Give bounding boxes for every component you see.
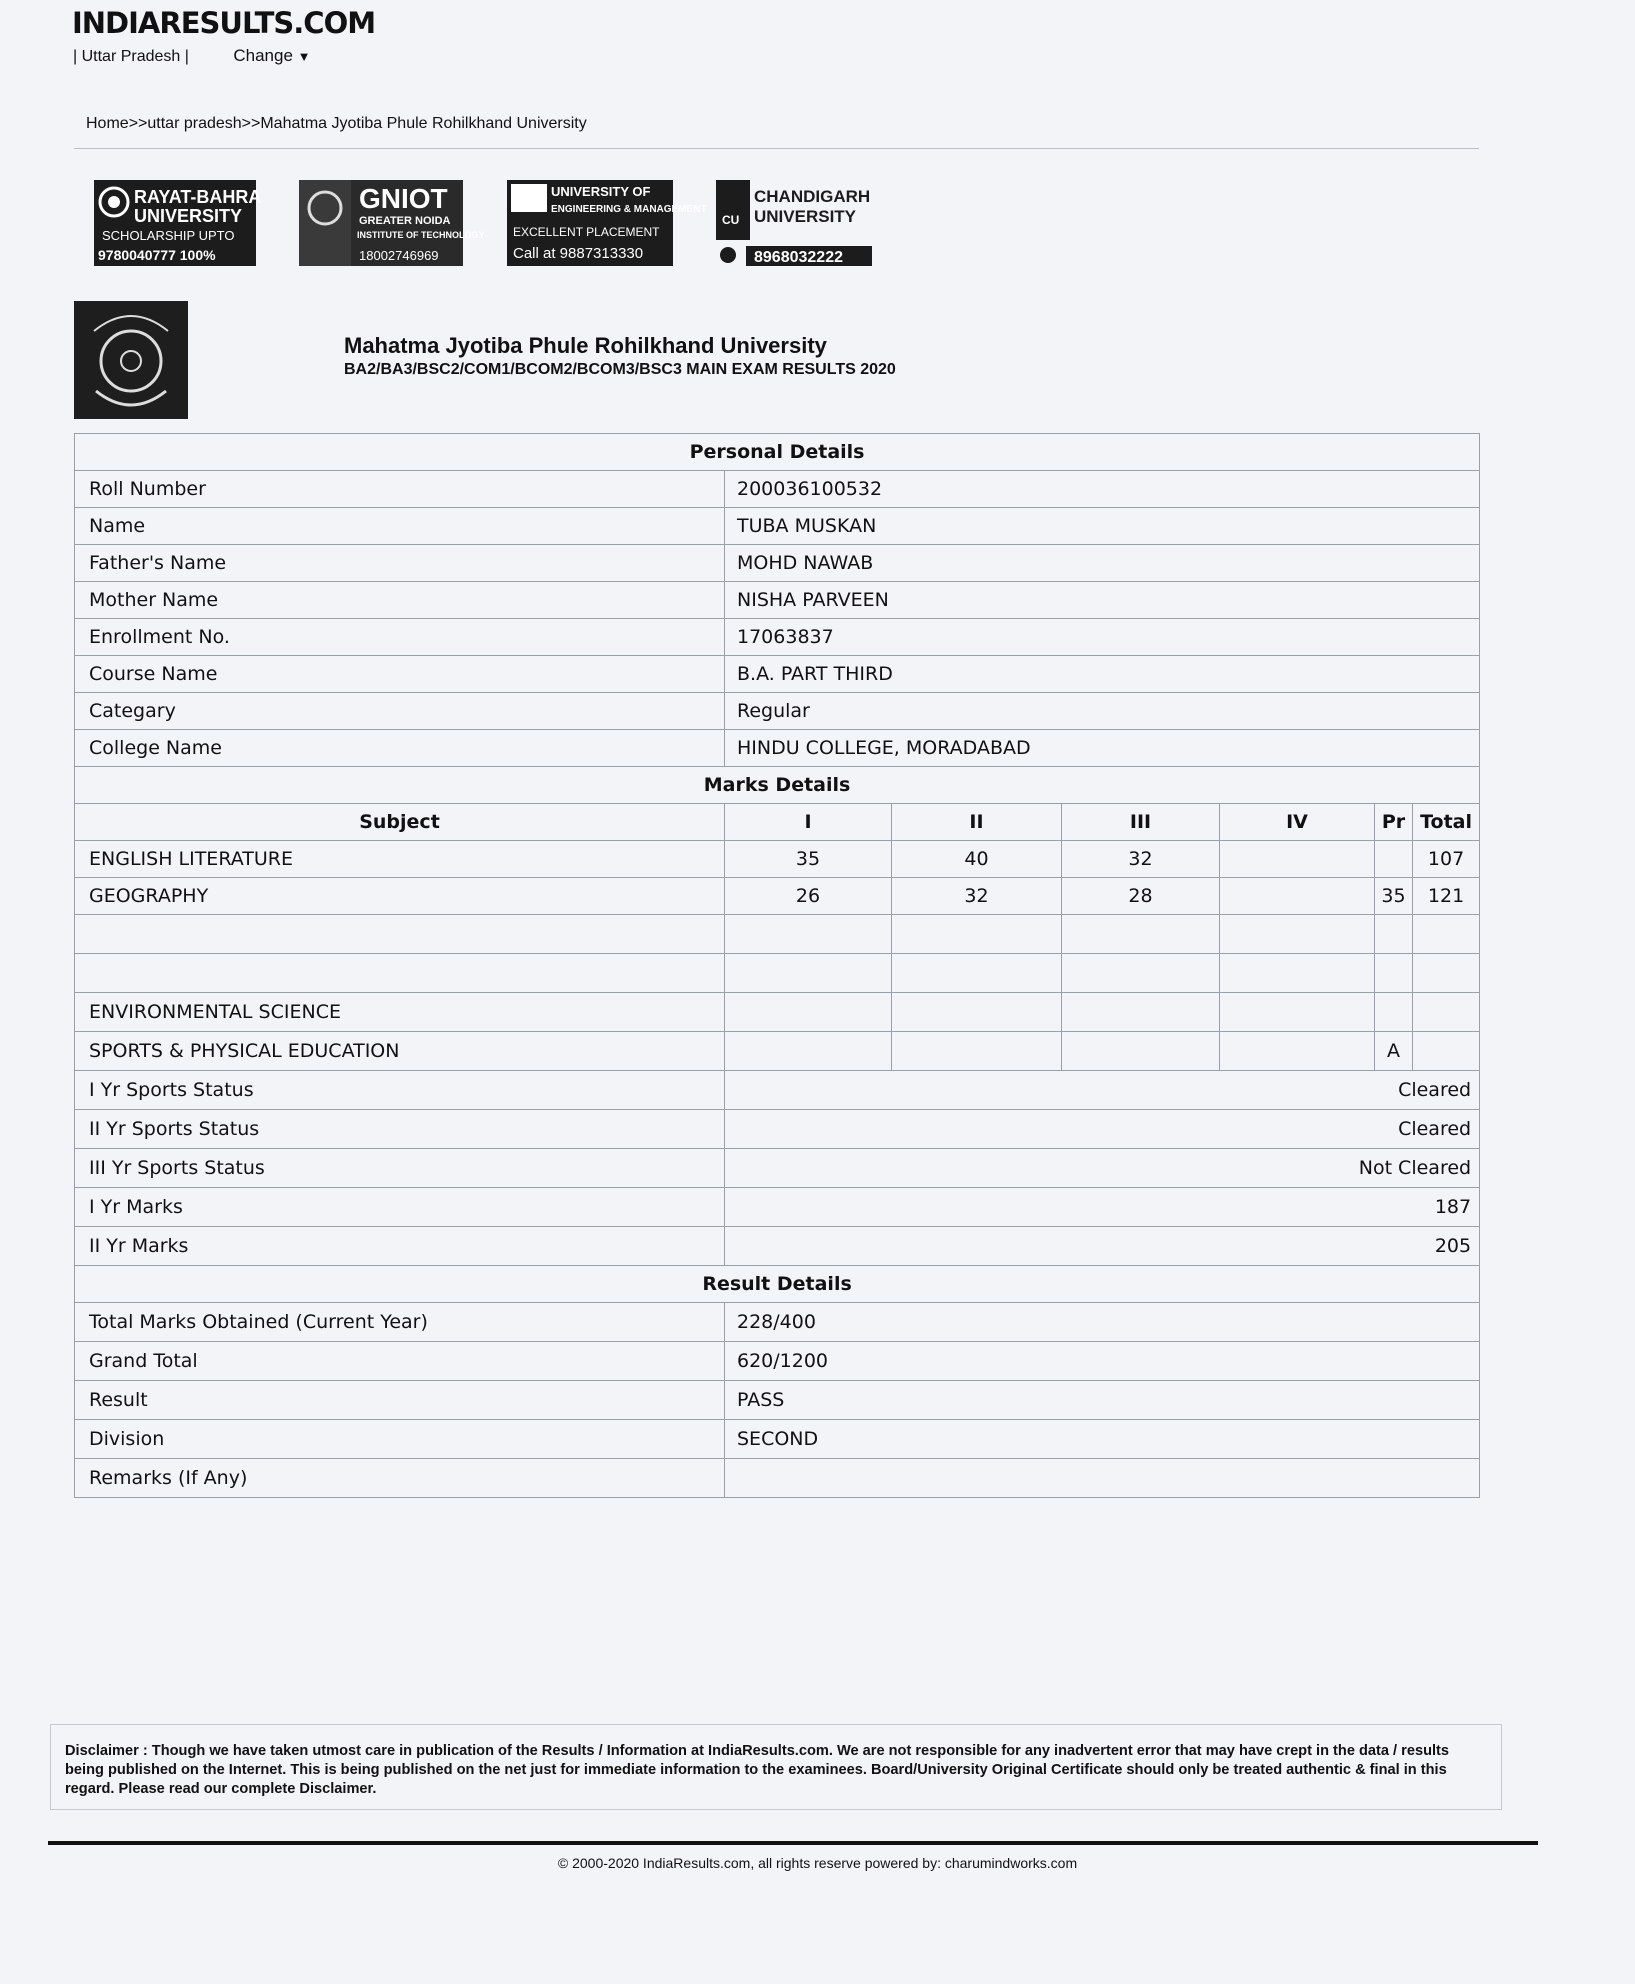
col-header-paper-2: II [892, 804, 1062, 841]
table-row [75, 656, 1480, 693]
row-label: College Name [75, 730, 725, 767]
subject-name: ENVIRONMENTAL SCIENCE [75, 993, 725, 1032]
paper-3-marks: 32 [1062, 841, 1220, 878]
row-label: I Yr Sports Status [75, 1071, 725, 1110]
section-header-result: Result Details [75, 1266, 1480, 1303]
row-value: 620/1200 [725, 1342, 1480, 1381]
breadcrumb-state[interactable]: uttar pradesh [147, 115, 242, 132]
total-marks [1413, 993, 1480, 1032]
subject-name: GEOGRAPHY [75, 878, 725, 915]
chevron-down-icon: ▼ [297, 49, 311, 64]
table-row [75, 878, 1480, 915]
paper-2-marks [892, 915, 1062, 954]
table-row [75, 471, 1480, 508]
row-label: II Yr Sports Status [75, 1110, 725, 1149]
ad-uem-graphic [507, 180, 707, 266]
row-label: Categary [75, 693, 725, 730]
row-label: Result [75, 1381, 725, 1420]
section-header-marks: Marks Details [75, 767, 1480, 804]
table-row [75, 1149, 1480, 1188]
paper-3-marks [1062, 993, 1220, 1032]
table-row [75, 1381, 1480, 1420]
total-marks: 121 [1413, 878, 1480, 915]
row-label: Enrollment No. [75, 619, 725, 656]
paper-2-marks [892, 993, 1062, 1032]
ad-line-2: UNIVERSITY [134, 206, 243, 226]
disclaimer-box: Disclaimer : Though we have taken utmost care in publication of the Results / Information at IndiaResults.com. We are not responsible for any inadvertent error that may have crept in the data / results being published on the Internet. This is being published on the net just for immediate information to the examinees. Board/University Original Certificate should only be treated authentic & final in this regard. Please read our complete Disclaimer. [50, 1724, 1502, 1810]
breadcrumb-university[interactable]: Mahatma Jyotiba Phule Rohilkhand University [260, 115, 587, 132]
svg-text:CU: CU [722, 213, 740, 227]
result-table [74, 433, 1480, 1498]
row-value: 228/400 [725, 1303, 1480, 1342]
ad-line-4: 18002746969 [359, 248, 439, 263]
col-header-practical: Pr [1375, 804, 1413, 841]
section-header-personal: Personal Details [75, 434, 1480, 471]
paper-1-marks [725, 1032, 892, 1071]
table-row [75, 841, 1480, 878]
col-header-total: Total [1413, 804, 1480, 841]
table-row [75, 1303, 1480, 1342]
ad-gniot[interactable] [299, 180, 485, 266]
row-value: 187 [725, 1188, 1480, 1227]
table-row [75, 993, 1480, 1032]
site-logo[interactable]: INDIARESULTS.COM [72, 6, 376, 40]
result-details-section [75, 1266, 1480, 1498]
ad-line-1: CHANDIGARH [754, 187, 871, 206]
total-marks [1413, 915, 1480, 954]
paper-3-marks [1062, 915, 1220, 954]
state-selector [73, 46, 311, 66]
ad-line-3: SCHOLARSHIP UPTO [102, 228, 235, 243]
change-label: Change [233, 46, 293, 65]
row-label: Father's Name [75, 545, 725, 582]
paper-4-marks [1220, 915, 1375, 954]
row-value: Cleared [725, 1110, 1480, 1149]
page-title: Mahatma Jyotiba Phule Rohilkhand University [344, 333, 827, 358]
table-row [75, 954, 1480, 993]
row-value [725, 1459, 1480, 1498]
row-value: 200036100532 [725, 471, 1480, 508]
col-header-paper-1: I [725, 804, 892, 841]
table-row [75, 1227, 1480, 1266]
header-divider [74, 148, 1479, 149]
col-header-paper-4: IV [1220, 804, 1375, 841]
row-label: I Yr Marks [75, 1188, 725, 1227]
table-row [75, 1071, 1480, 1110]
phone-icon [720, 247, 736, 263]
breadcrumb-separator: >> [241, 115, 261, 132]
paper-1-marks [725, 915, 892, 954]
copyright-text: © 2000-2020 IndiaResults.com, all rights reserve powered by: charumindworks.com [557, 1855, 1078, 1871]
ad-uem[interactable] [507, 180, 707, 266]
table-row [75, 545, 1480, 582]
practical-marks: A [1375, 1032, 1413, 1071]
marks-header-row [75, 804, 1480, 841]
ad-line-4: Call at 9887313330 [513, 245, 644, 262]
ad-line-3: INSTITUTE OF TECHNOLOGY [357, 230, 485, 240]
row-label: Name [75, 508, 725, 545]
practical-marks [1375, 954, 1413, 993]
paper-2-marks: 40 [892, 841, 1062, 878]
paper-4-marks [1220, 841, 1375, 878]
paper-4-marks [1220, 954, 1375, 993]
table-row [75, 1420, 1480, 1459]
row-label: Grand Total [75, 1342, 725, 1381]
row-value: B.A. PART THIRD [725, 656, 1480, 693]
marks-details-section [75, 767, 1480, 1266]
row-value: NISHA PARVEEN [725, 582, 1480, 619]
practical-marks [1375, 915, 1413, 954]
total-marks [1413, 954, 1480, 993]
row-value: Not Cleared [725, 1149, 1480, 1188]
paper-2-marks [892, 1032, 1062, 1071]
ad-line-4: 8968032222 [754, 249, 843, 266]
table-row [75, 1459, 1480, 1498]
total-marks: 107 [1413, 841, 1480, 878]
row-label: II Yr Marks [75, 1227, 725, 1266]
change-state-button[interactable] [233, 46, 310, 65]
subject-name [75, 915, 725, 954]
row-label: Division [75, 1420, 725, 1459]
breadcrumb-home[interactable]: Home [86, 115, 129, 132]
ad-line-2: UNIVERSITY [754, 207, 857, 226]
row-label: Roll Number [75, 471, 725, 508]
table-row [75, 693, 1480, 730]
ad-chandigarh-graphic [716, 180, 874, 266]
state-label: | Uttar Pradesh | [73, 48, 189, 65]
ad-line-4: 9780040777 100% [98, 247, 216, 263]
row-value: 17063837 [725, 619, 1480, 656]
ad-chandigarh-university[interactable] [716, 180, 874, 266]
table-row [75, 1032, 1480, 1071]
paper-4-marks [1220, 993, 1375, 1032]
ad-line-3: EXCELLENT PLACEMENT [513, 225, 660, 239]
row-value: HINDU COLLEGE, MORADABAD [725, 730, 1480, 767]
table-row [75, 582, 1480, 619]
footer-divider [48, 1841, 1538, 1845]
paper-3-marks: 28 [1062, 878, 1220, 915]
table-row [75, 619, 1480, 656]
paper-2-marks: 32 [892, 878, 1062, 915]
ad-line-1: UNIVERSITY OF [551, 184, 651, 199]
paper-2-marks [892, 954, 1062, 993]
col-header-subject: Subject [75, 804, 725, 841]
col-header-paper-3: III [1062, 804, 1220, 841]
breadcrumb [86, 115, 587, 133]
row-value: Regular [725, 693, 1480, 730]
table-row [75, 915, 1480, 954]
row-value: PASS [725, 1381, 1480, 1420]
ad-line-1: RAYAT-BAHRA [134, 187, 262, 207]
paper-3-marks [1062, 1032, 1220, 1071]
table-row [75, 508, 1480, 545]
practical-marks [1375, 841, 1413, 878]
table-row [75, 1342, 1480, 1381]
row-label: Total Marks Obtained (Current Year) [75, 1303, 725, 1342]
ad-rayat-bahra[interactable] [94, 180, 262, 266]
row-value: TUBA MUSKAN [725, 508, 1480, 545]
ad-line-1: GNIOT [359, 183, 448, 214]
subject-name: ENGLISH LITERATURE [75, 841, 725, 878]
subject-name: SPORTS & PHYSICAL EDUCATION [75, 1032, 725, 1071]
ad-line-2: GREATER NOIDA [359, 215, 451, 227]
ad-rayat-bahra-graphic [94, 180, 262, 266]
ad-gniot-graphic [299, 180, 485, 266]
row-label: Course Name [75, 656, 725, 693]
university-seal [74, 301, 188, 419]
row-value: 205 [725, 1227, 1480, 1266]
paper-1-marks: 26 [725, 878, 892, 915]
ad-line-2: ENGINEERING & MANAGEMENT [551, 204, 707, 215]
paper-1-marks [725, 993, 892, 1032]
breadcrumb-separator: >> [128, 115, 148, 132]
practical-marks: 35 [1375, 878, 1413, 915]
paper-4-marks [1220, 878, 1375, 915]
table-row [75, 1110, 1480, 1149]
exam-subtitle: BA2/BA3/BSC2/COM1/BCOM2/BCOM3/BSC3 MAIN EXAM RESULTS 2020 [344, 361, 896, 378]
paper-1-marks: 35 [725, 841, 892, 878]
table-row [75, 730, 1480, 767]
paper-1-marks [725, 954, 892, 993]
personal-details-section [75, 434, 1480, 767]
paper-4-marks [1220, 1032, 1375, 1071]
university-seal-graphic [74, 301, 188, 419]
row-value: MOHD NAWAB [725, 545, 1480, 582]
table-row [75, 1188, 1480, 1227]
total-marks [1413, 1032, 1480, 1071]
subject-name [75, 954, 725, 993]
paper-3-marks [1062, 954, 1220, 993]
practical-marks [1375, 993, 1413, 1032]
row-label: III Yr Sports Status [75, 1149, 725, 1188]
row-label: Remarks (If Any) [75, 1459, 725, 1498]
row-label: Mother Name [75, 582, 725, 619]
row-value: SECOND [725, 1420, 1480, 1459]
row-value: Cleared [725, 1071, 1480, 1110]
